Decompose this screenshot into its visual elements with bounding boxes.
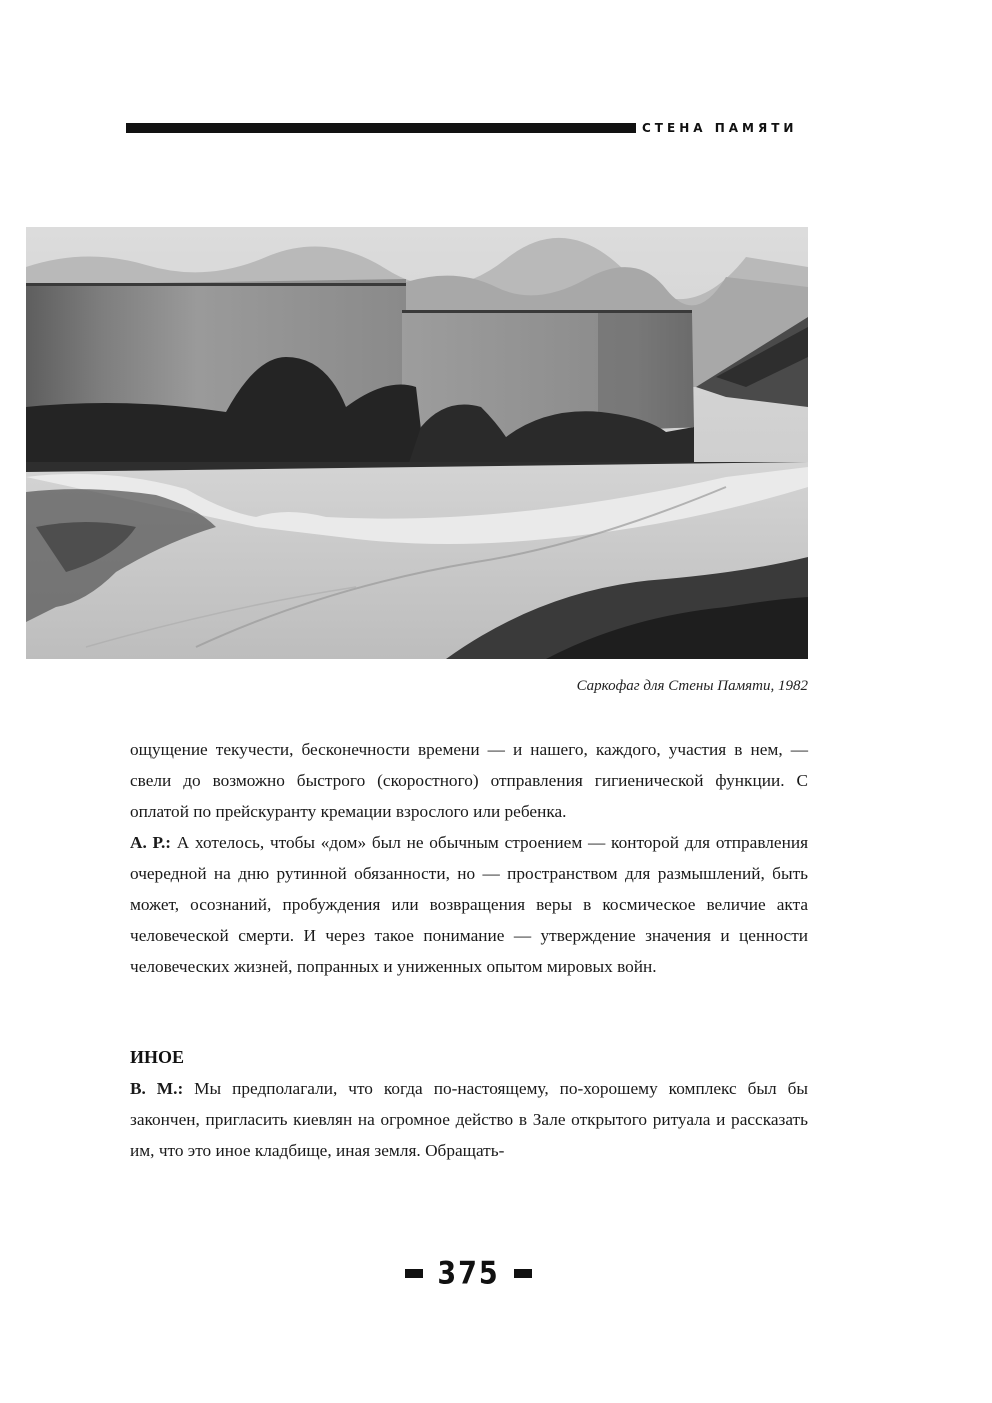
page-number-ornament-right — [514, 1269, 532, 1278]
paragraph-text: Мы предполагали, что когда по-настоящему, по-хорошему комплекс был бы закончен, пригласить киевлян на огромное действо в Зале открытого ритуала и рассказать им, что это иное кладбище, иная земля. Обращать- — [130, 1079, 808, 1160]
page-number-ornament-left — [405, 1269, 423, 1278]
figure-caption: Саркофаг для Стены Памяти, 1982 — [576, 678, 808, 694]
section-heading: ИНОЕ — [130, 1047, 185, 1067]
page-number — [0, 1255, 937, 1292]
paragraph — [130, 1073, 808, 1166]
running-head: СТЕНА ПАМЯТИ — [642, 121, 798, 135]
speaker-label: В. М.: — [130, 1079, 184, 1098]
section-body-text — [130, 1073, 808, 1166]
paragraph-text: А хотелось, чтобы «дом» был не обычным строением — конторой для отправления очередной на дню рутинной обязанности, но — пространством для размышлений, быть может, осознаний, пробуждения или возвращения веры в космическое величие акта человеческой смерти. И через такое понимание — утверждение значения и ценности человеческих жизней, попранных и униженных опытом мировых войн. — [130, 833, 809, 976]
photo-sarcophagus — [26, 227, 808, 659]
paragraph: ощущение текучести, бесконечности времени — и нашего, каждого, участия в нем, — свели до возможно быстрого (скоростного) отправления гигиенической функции. С оплатой по прейскуранту кремации взрослого или ребенка. — [130, 740, 808, 821]
body-text — [130, 734, 808, 982]
header-rule — [126, 123, 636, 133]
paragraph — [130, 827, 808, 982]
page-number-value: 375 — [437, 1255, 500, 1292]
speaker-label: А. Р.: — [130, 833, 172, 852]
